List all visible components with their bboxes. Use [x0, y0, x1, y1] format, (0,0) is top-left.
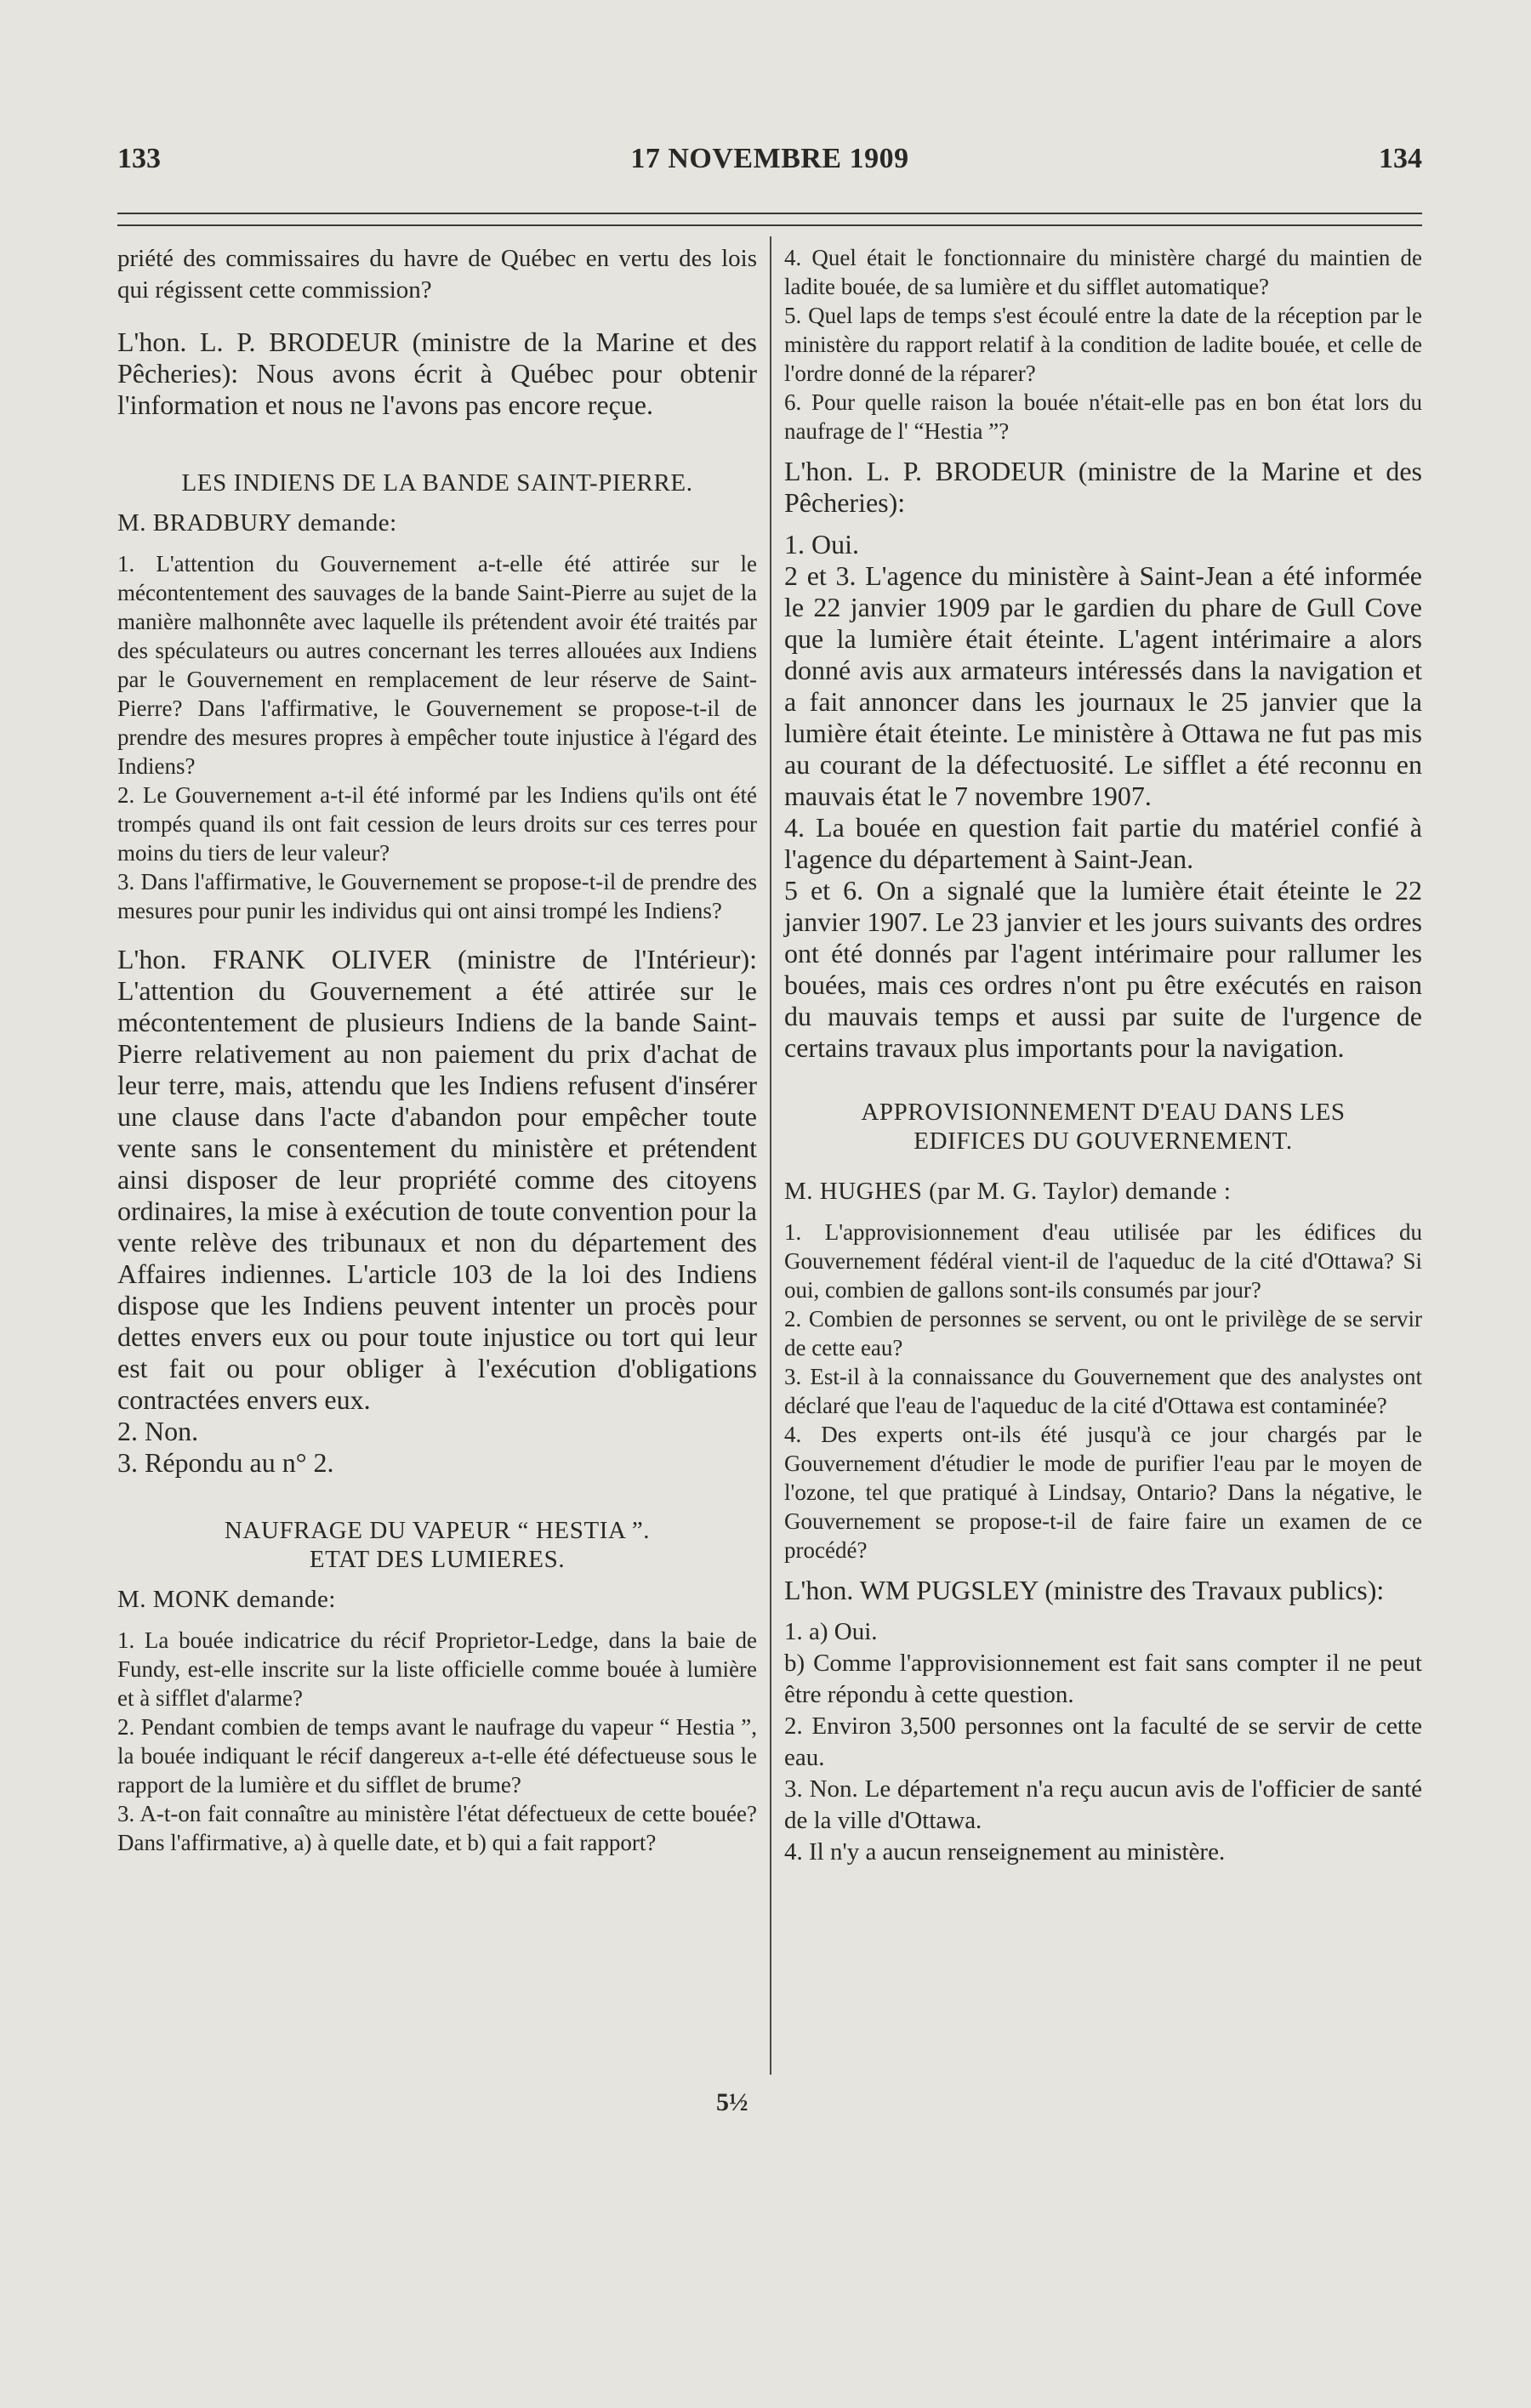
answer-paragraph: L'hon. FRANK OLIVER (ministre de l'Intérieur): L'attention du Gouvernement a été attirée sur le mécontentement de plusieurs Indiens de la bande Saint-Pierre relativement au non paiement du prix d'achat de leur terre, mais, attendu que les Indiens refusent d'insérer une clause dans l'acte d'abandon pour empêcher toute vente sans le consentement du ministère et prétendent ainsi disposer de leur propriété comme des citoyens ordinaires, la mise à exécution de toute convention pour la vente relève des tribunaux et non du département des Affaires indiennes. L'article 103 de la loi des Indiens dispose que les Indiens peuvent intenter un procès pour dettes envers eux ou pour toute injustice ou tort qui leur est fait ou pour obliger à l'exécution d'obligations contractées envers eux. — [117, 944, 757, 1415]
answer-paragraph: 3. Non. Le département n'a reçu aucun avis de l'officier de santé de la ville d'Ottawa. — [784, 1775, 1422, 1834]
question-paragraph: 3. Est-il à la connaissance du Gouvernement que des analystes ont déclaré que l'eau de l'aqueduc de la cité d'Ottawa est contaminée? — [784, 1364, 1422, 1418]
question-paragraph: 1. L'approvisionnement d'eau utilisée par les édifices du Gouvernement fédéral vient-il de l'aqueduc de la cité d'Ottawa? Si oui, combien de gallons sont-ils consumés par jour? — [784, 1219, 1422, 1303]
page-number-right: 134 — [1379, 143, 1422, 174]
header-rule-top — [117, 213, 1422, 214]
question-paragraph: 1. La bouée indicatrice du récif Proprietor-Ledge, dans la baie de Fundy, est-elle inscrite sur la liste officielle comme bouée à lumière et à sifflet d'alarme? — [117, 1627, 757, 1711]
question-paragraph: 3. Dans l'affirmative, le Gouvernement se propose-t-il de prendre des mesures pour punir les individus qui ont ainsi trompé les Indiens? — [117, 869, 757, 923]
header-rule-bottom — [117, 224, 1422, 226]
question-paragraph: 2. Le Gouvernement a-t-il été informé par les Indiens qu'ils ont été trompés quand ils ont fait cession de leurs droits sur ces terres pour moins du tiers de leur valeur? — [117, 782, 757, 866]
asker-line: M. HUGHES (par M. G. Taylor) demande : — [784, 1178, 1232, 1205]
answer-paragraph: 2. Environ 3,500 personnes ont la faculté de se servir de cette eau. — [784, 1712, 1422, 1771]
question-paragraph: 4. Quel était le fonctionnaire du ministère chargé du maintien de ladite bouée, de sa lumière et du sifflet automatique? — [784, 245, 1422, 299]
answer-paragraph: 1. Oui. — [784, 529, 859, 559]
page-number-left: 133 — [117, 143, 161, 174]
answer-paragraph: 4. Il n'y a aucun renseignement au ministère. — [784, 1838, 1226, 1866]
section-heading: LES INDIENS DE LA BANDE SAINT-PIERRE. — [181, 469, 693, 497]
question-paragraph: 4. Des experts ont-ils été jusqu'à ce jour chargés par le Gouvernement d'étudier le mode de purifier l'eau par le moyen de l'ozone, tel que pratiqué à Lindsay, Ontario? Dans la négative, le Gouvernement se propose-t-il de faire faire un examen de ce procédé? — [784, 1422, 1422, 1563]
signature-mark: 5½ — [716, 2088, 748, 2116]
answer-paragraph: 2. Non. — [117, 1416, 199, 1446]
answer-paragraph: 3. Répondu au n° 2. — [117, 1447, 334, 1478]
column-divider — [770, 236, 771, 2075]
paragraph: priété des commissaires du havre de Québec en vertu des lois qui régissent cette commission? — [117, 245, 757, 304]
right-column — [784, 243, 1422, 1868]
section-heading: EDIFICES DU GOUVERNEMENT. — [913, 1127, 1293, 1155]
section-heading: NAUFRAGE DU VAPEUR “ HESTIA ”. — [224, 1517, 651, 1544]
question-paragraph: 2. Combien de personnes se servent, ou ont le privilège de se servir de cette eau? — [784, 1306, 1422, 1360]
answer-paragraph: 5 et 6. On a signalé que la lumière était éteinte le 22 janvier 1907. Le 23 janvier et les jours suivants des ordres ont été donnés par l'agent intérimaire pour rallumer les bouées, mais ces ordres n'ont pu être exécutés en raison du mauvais temps et aussi par suite de l'urgence de certains travaux plus importants pour la navigation. — [784, 875, 1422, 1063]
question-paragraph: 6. Pour quelle raison la bouée n'était-elle pas en bon état lors du naufrage de l' “Hestia ”? — [784, 389, 1422, 444]
question-paragraph: 5. Quel laps de temps s'est écoulé entre la date de la réception par le ministère du rapport relatif à la condition de ladite bouée, et celle de l'ordre donné de la réparer? — [784, 303, 1422, 386]
answer-paragraph: 1. a) Oui. — [784, 1618, 878, 1645]
left-column — [117, 243, 757, 1857]
answer-paragraph: L'hon. L. P. BRODEUR (ministre de la Marine et des Pêcheries): Nous avons écrit à Québec pour obtenir l'information et nous ne l'avons pas encore reçue. — [117, 327, 757, 420]
asker-line: M. BRADBURY demande: — [117, 509, 397, 537]
page-header — [117, 143, 1422, 185]
answer-intro: L'hon. WM PUGSLEY (ministre des Travaux publics): — [784, 1575, 1385, 1605]
section-heading: APPROVISIONNEMENT D'EAU DANS LES — [861, 1099, 1346, 1126]
answer-paragraph: 2 et 3. L'agence du ministère à Saint-Jean a été informée le 22 janvier 1909 par le gardien du phare de Gull Cove que la lumière était éteinte. L'agent intérimaire a alors donné avis aux armateurs intéressés dans la navigation et a fait annoncer dans les journaux le 25 janvier que la lumière était éteinte. Le ministère à Ottawa ne fut pas mis au courant de la défectuosité. Le sifflet a été reconnu en mauvais état le 7 novembre 1907. — [784, 560, 1422, 811]
answer-paragraph: b) Comme l'approvisionnement est fait sans compter il ne peut être répondu à cette question. — [784, 1650, 1422, 1708]
answer-intro: L'hon. L. P. BRODEUR (ministre de la Marine et des Pêcheries): — [784, 456, 1422, 518]
page-date-title: 17 NOVEMBRE 1909 — [630, 143, 909, 174]
question-paragraph: 3. A-t-on fait connaître au ministère l'état défectueux de cette bouée? Dans l'affirmative, a) à quelle date, et b) qui a fait rapport? — [117, 1801, 757, 1855]
answer-paragraph: 4. La bouée en question fait partie du matériel confié à l'agence du département à Saint-Jean. — [784, 812, 1422, 874]
question-paragraph: 1. L'attention du Gouvernement a-t-elle été attirée sur le mécontentement des sauvages de la bande Saint-Pierre au sujet de la manière malhonnête avec laquelle ils prétendent avoir été traités par des spéculateurs ou autres concernant les terres allouées aux Indiens par le Gouvernement en remplacement de leur réserve de Saint-Pierre? Dans l'affirmative, le Gouvernement se propose-t-il de prendre des mesures propres à empêcher toute injustice à l'égard des Indiens? — [117, 551, 757, 779]
question-paragraph: 2. Pendant combien de temps avant le naufrage du vapeur “ Hestia ”, la bouée indiquant le récif dangereux a-t-elle été défectueuse sous le rapport de la lumière et du sifflet de brume? — [117, 1714, 757, 1797]
asker-line: M. MONK demande: — [117, 1586, 336, 1613]
section-heading: ETAT DES LUMIERES. — [309, 1546, 566, 1573]
